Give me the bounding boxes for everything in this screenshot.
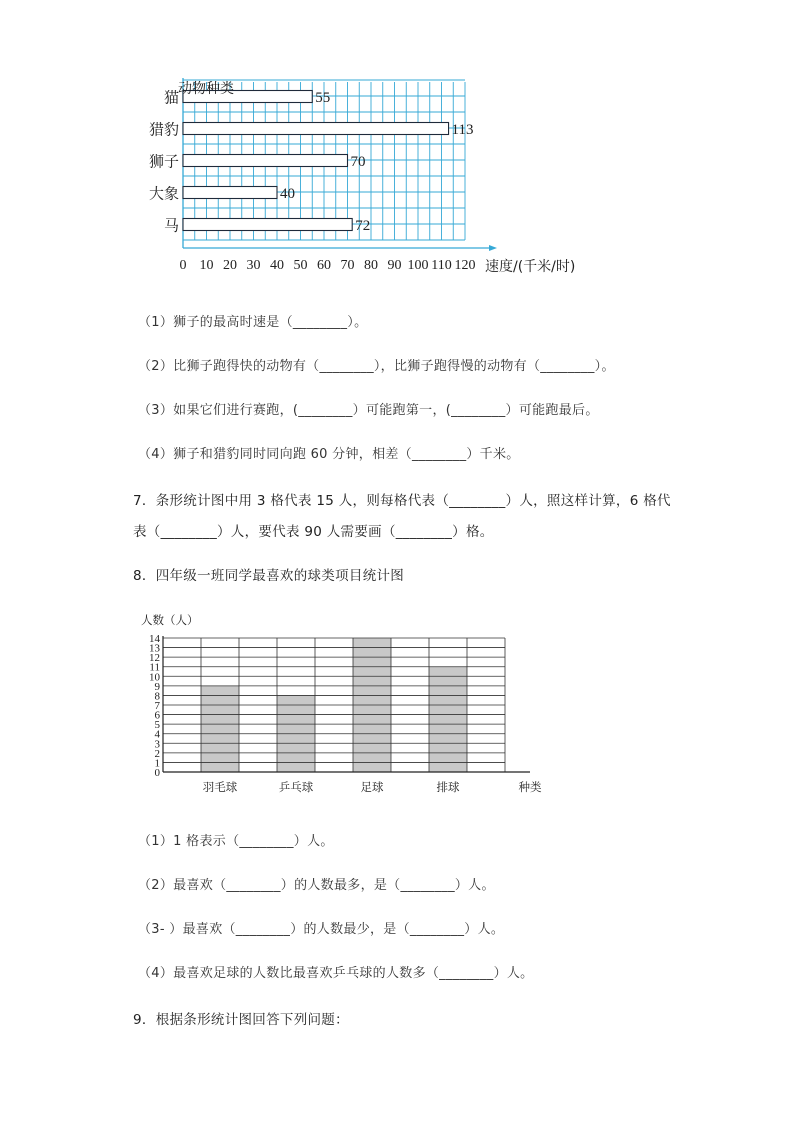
q7-line-2: 表（________）人，要代表 90 人需要画（________）格。 bbox=[133, 524, 494, 540]
bar bbox=[183, 155, 348, 167]
y-tick-label: 9 bbox=[154, 680, 160, 693]
animal-speed-chart bbox=[0, 0, 794, 290]
q6-part-4: （4）狮子和猎豹同时同向跑 60 分钟，相差（________）千米。 bbox=[138, 447, 520, 462]
y-tick-label: 11 bbox=[149, 661, 160, 674]
y-tick-label: 3 bbox=[154, 738, 160, 751]
bar-value-label: 72 bbox=[355, 218, 371, 234]
chart-labels bbox=[149, 80, 575, 275]
x-axis-title: 速度/(千米/时) bbox=[485, 259, 576, 275]
y-tick-label: 13 bbox=[149, 642, 160, 655]
q6-part-2: （2）比狮子跑得快的动物有（________），比狮子跑得慢的动物有（________）。 bbox=[138, 359, 615, 374]
q7-line-1: 7．条形统计图中用 3 格代表 15 人，则每格代表（________）人，照这样计算，6 格代 bbox=[133, 493, 671, 509]
x-axis-arrow bbox=[489, 245, 497, 251]
x-tick-label: 90 bbox=[387, 258, 402, 273]
y-tick-label: 0 bbox=[154, 767, 160, 779]
y-tick-label: 7 bbox=[154, 700, 160, 712]
y-tick-label: 5 bbox=[154, 719, 160, 732]
category-label: 排球 bbox=[436, 780, 460, 794]
bar-value-label: 55 bbox=[315, 90, 331, 106]
q8-part-3: （3- ）最喜欢（________）的人数最少，是（________）人。 bbox=[138, 922, 505, 937]
bar bbox=[183, 219, 352, 231]
category-label: 乒乓球 bbox=[278, 780, 314, 794]
q9-title: 9．根据条形统计图回答下列问题： bbox=[133, 1012, 349, 1028]
y-tick-label: 10 bbox=[149, 671, 160, 684]
category-label: 羽毛球 bbox=[202, 780, 238, 794]
x-tick-label: 0 bbox=[179, 258, 187, 273]
category-label: 足球 bbox=[360, 780, 384, 794]
y-tick-label: 1 bbox=[154, 757, 160, 770]
x-tick-label: 30 bbox=[246, 258, 261, 273]
x-axis-title: 种类 bbox=[518, 780, 542, 794]
x-tick-label: 100 bbox=[407, 258, 429, 273]
category-label: 猫 bbox=[163, 88, 179, 107]
bar-value-label: 70 bbox=[350, 154, 366, 170]
bar bbox=[429, 667, 467, 772]
bar-value-label: 113 bbox=[451, 122, 474, 138]
bar bbox=[183, 187, 277, 199]
x-tick-label: 110 bbox=[431, 258, 452, 273]
x-tick-label: 20 bbox=[223, 258, 237, 273]
q6-part-1: （1）狮子的最高时速是（________）。 bbox=[138, 315, 368, 330]
ball-sports-chart bbox=[0, 605, 794, 805]
y-axis-title: 人数（人） bbox=[141, 613, 199, 627]
y-tick-label: 14 bbox=[149, 633, 160, 645]
y-tick-label: 6 bbox=[154, 709, 160, 722]
y-tick-label: 12 bbox=[149, 652, 160, 665]
y-tick-label: 2 bbox=[154, 747, 160, 760]
category-label: 狮子 bbox=[148, 152, 179, 171]
x-tick-label: 40 bbox=[270, 258, 284, 273]
x-tick-label: 70 bbox=[340, 258, 355, 273]
bar bbox=[183, 123, 449, 135]
bar-value-label: 40 bbox=[280, 186, 295, 202]
category-label: 马 bbox=[163, 216, 179, 235]
x-tick-label: 80 bbox=[364, 258, 378, 273]
q8-part-1: （1）1 格表示（________）人。 bbox=[138, 834, 334, 849]
bar bbox=[201, 686, 239, 772]
chart-bars bbox=[183, 91, 449, 231]
x-tick-label: 50 bbox=[293, 258, 308, 273]
y-axis-title: 动物种类 bbox=[178, 81, 234, 97]
q8-part-2: （2）最喜欢（________）的人数最多，是（________）人。 bbox=[138, 878, 495, 893]
category-label: 大象 bbox=[148, 184, 179, 203]
q6-part-3: （3）如果它们进行赛跑，(________）可能跑第一，(________）可能跑最后。 bbox=[138, 403, 599, 418]
q8-title: 8．四年级一班同学最喜欢的球类项目统计图 bbox=[133, 568, 405, 584]
category-label: 猎豹 bbox=[148, 120, 179, 139]
x-tick-label: 10 bbox=[199, 258, 214, 273]
y-tick-label: 4 bbox=[154, 728, 160, 741]
x-tick-label: 120 bbox=[454, 258, 476, 273]
y-tick-label: 8 bbox=[154, 690, 160, 703]
x-tick-label: 60 bbox=[317, 258, 331, 273]
q8-part-4: （4）最喜欢足球的人数比最喜欢乒乓球的人数多（________）人。 bbox=[138, 966, 534, 981]
